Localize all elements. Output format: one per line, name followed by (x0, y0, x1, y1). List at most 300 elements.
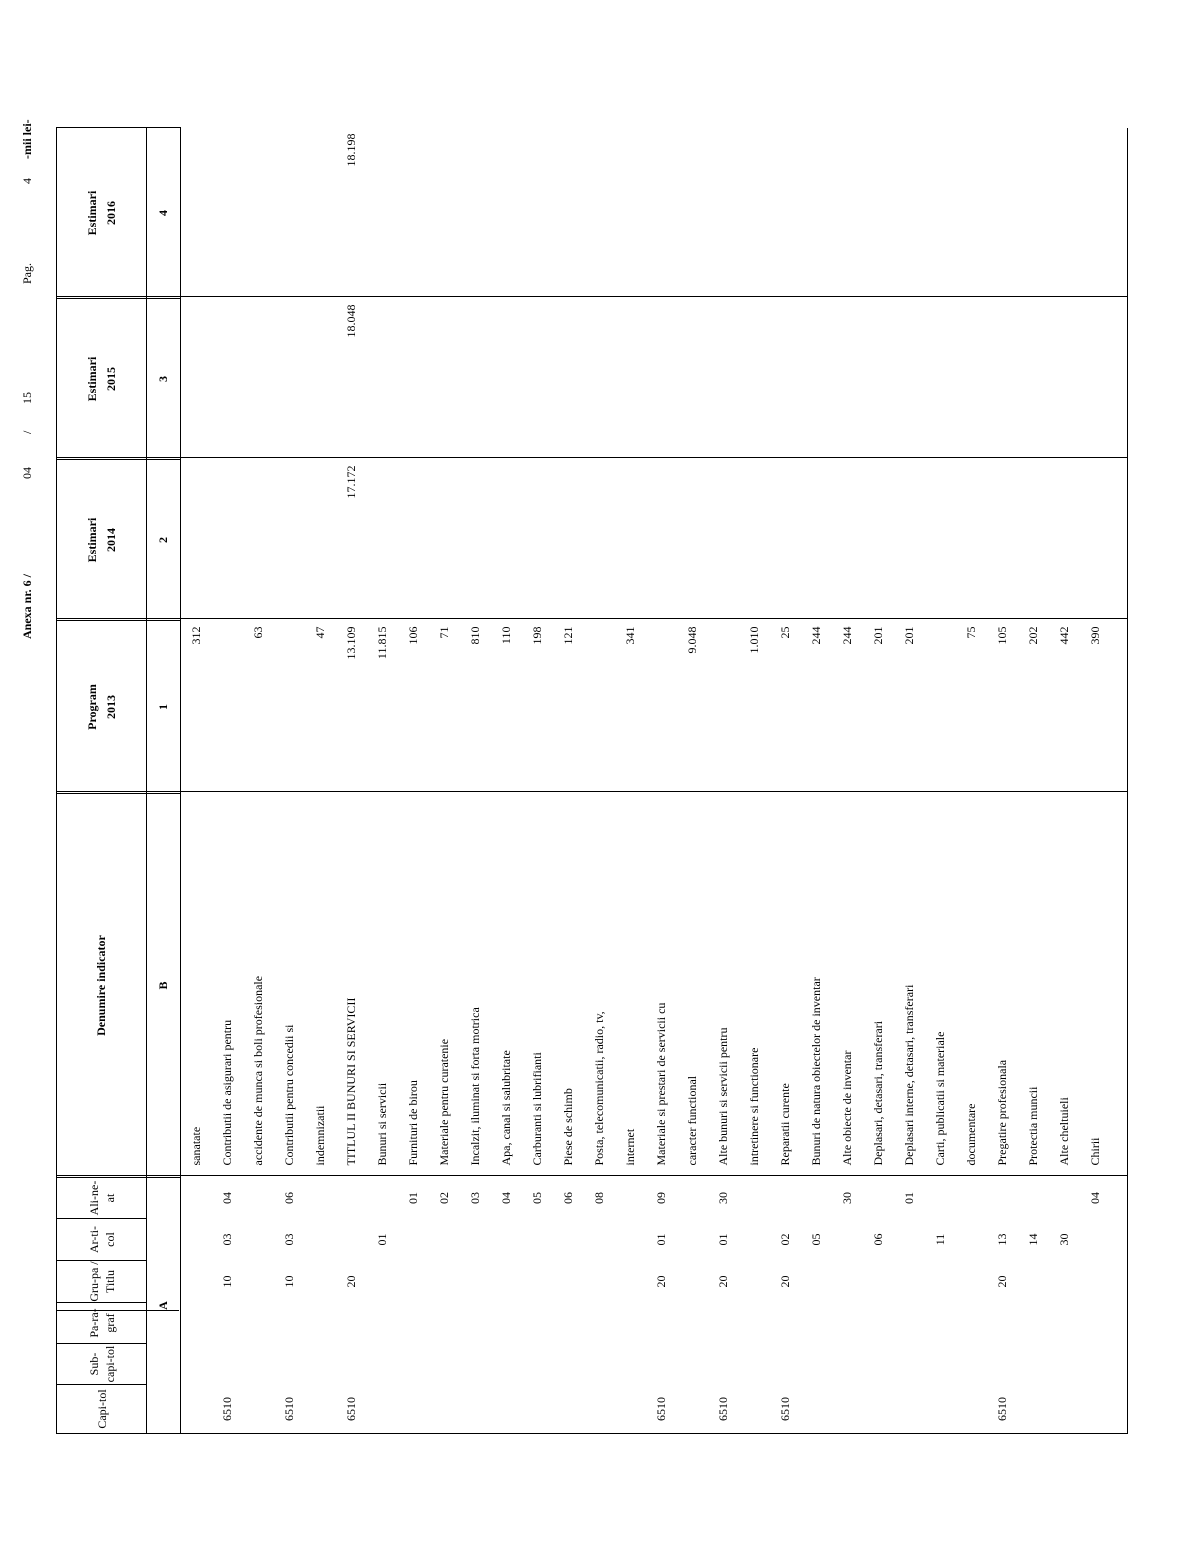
cell-program-2013: 63 (250, 626, 265, 639)
cell-program-2013: 201 (870, 626, 885, 645)
cell-subcapitol (863, 1344, 894, 1385)
header-estimari-2014 (57, 460, 147, 621)
cell-program-2013 (212, 621, 243, 794)
cell-denumire: Furnituri de birou (405, 1080, 420, 1166)
cell-estimari-2015 (1049, 299, 1080, 460)
cell-capitol (460, 1385, 491, 1434)
cell-program-2013: 810 (467, 626, 482, 645)
cell-estimari-2015 (832, 299, 863, 460)
cell-denumire: Carti, publicatii si materiale (932, 1031, 947, 1166)
cell-denumire: Alte obiecte de inventar (839, 1050, 854, 1166)
cell-articol: 03 (219, 1233, 234, 1246)
header-program-2013 (57, 621, 147, 794)
cell-paragraf (832, 1303, 863, 1344)
cell-estimari-2015 (739, 299, 770, 460)
annex-code-3: 15 (20, 392, 34, 404)
cell-alineat: 01 (901, 1192, 916, 1204)
cell-capitol (491, 1385, 522, 1434)
cell-program-2013: 106 (405, 626, 420, 645)
estimari-2015-year: 2015 (103, 367, 118, 391)
cell-capitol (429, 1385, 460, 1434)
cell-grupa (739, 1261, 770, 1303)
cell-paragraf (863, 1303, 894, 1344)
cell-program-2013: 442 (1056, 626, 1071, 645)
cell-subcapitol (956, 1344, 987, 1385)
cell-estimari-2015 (956, 299, 987, 460)
cell-estimari-2014 (770, 460, 801, 621)
cell-estimari-2015 (863, 299, 894, 460)
cell-alineat (739, 1178, 770, 1219)
cell-estimari-2015 (925, 299, 956, 460)
cell-estimari-2016 (1049, 128, 1080, 299)
cell-articol (615, 1219, 646, 1261)
cell-estimari-2014 (553, 460, 584, 621)
estimari-2015-label: Estimari (84, 356, 99, 402)
table-row (584, 128, 615, 1434)
program-label: Program (84, 684, 99, 730)
cell-grupa (801, 1261, 832, 1303)
column-divider-2-3 (56, 457, 1128, 458)
cell-program-2013: 9.048 (684, 626, 699, 654)
column-number-4: 4 (147, 128, 181, 299)
cell-denumire: Bunuri si servicii (374, 1082, 389, 1166)
cell-capitol (1018, 1385, 1049, 1434)
cell-denumire: Reparatii curente (777, 1083, 792, 1166)
cell-estimari-2016 (491, 128, 522, 299)
cell-capitol (863, 1385, 894, 1434)
table-row (832, 128, 863, 1434)
cell-alineat (1018, 1178, 1049, 1219)
column-number-1: 1 (147, 621, 181, 794)
cell-program-2013 (274, 621, 305, 794)
header-estimari-2015 (57, 299, 147, 460)
cell-paragraf (491, 1303, 522, 1344)
cell-grupa (429, 1261, 460, 1303)
cell-paragraf (181, 1303, 212, 1344)
cell-subcapitol (987, 1344, 1018, 1385)
cell-estimari-2016 (367, 128, 398, 299)
cell-estimari-2015 (801, 299, 832, 460)
cell-program-2013: 1.010 (746, 626, 761, 654)
cell-alineat (956, 1178, 987, 1219)
cell-program-2013 (646, 621, 677, 794)
cell-estimari-2015 (987, 299, 1018, 460)
cell-alineat (243, 1178, 274, 1219)
cell-capitol (305, 1385, 336, 1434)
unit-label: -mii lei- (20, 119, 34, 159)
cell-grupa: 20 (994, 1275, 1009, 1288)
page-number: 4 (20, 178, 34, 184)
cell-program-2013 (708, 621, 739, 794)
cell-estimari-2016 (801, 128, 832, 299)
cell-estimari-2016 (584, 128, 615, 299)
cell-program-2013: 244 (808, 626, 823, 645)
cell-denumire: Chirii (1087, 1137, 1102, 1166)
cell-grupa (367, 1261, 398, 1303)
cell-grupa (677, 1261, 708, 1303)
cell-articol: 30 (1056, 1233, 1071, 1246)
program-year: 2013 (103, 695, 118, 719)
cell-grupa (584, 1261, 615, 1303)
cell-articol: 01 (715, 1233, 730, 1246)
cell-estimari-2016 (894, 128, 925, 299)
cell-estimari-2016 (181, 128, 212, 299)
estimari-2014-year: 2014 (103, 528, 118, 552)
cell-capitol (832, 1385, 863, 1434)
table-row (1080, 128, 1111, 1434)
cell-denumire: intretinere si functionare (746, 1047, 761, 1166)
cell-estimari-2016 (739, 128, 770, 299)
cell-subcapitol (181, 1344, 212, 1385)
cell-estimari-2014 (1080, 460, 1111, 621)
table-row (305, 128, 336, 1434)
cell-estimari-2014 (987, 460, 1018, 621)
cell-paragraf (367, 1303, 398, 1344)
cell-articol (243, 1219, 274, 1261)
cell-capitol (584, 1385, 615, 1434)
cell-articol (553, 1219, 584, 1261)
cell-estimari-2014 (243, 460, 274, 621)
cell-estimari-2015 (429, 299, 460, 460)
cell-estimari-2014 (615, 460, 646, 621)
table-row (491, 128, 522, 1434)
cell-articol: 03 (281, 1233, 296, 1246)
cell-grupa (460, 1261, 491, 1303)
cell-denumire: Deplasari, detasari, transferari (870, 1020, 885, 1166)
cell-capitol: 6510 (653, 1397, 668, 1421)
cell-grupa: 20 (343, 1275, 358, 1288)
cell-paragraf (677, 1303, 708, 1344)
cell-estimari-2016 (429, 128, 460, 299)
cell-articol: 11 (932, 1233, 947, 1246)
cell-estimari-2016 (274, 128, 305, 299)
cell-denumire: sanatate (189, 1126, 203, 1166)
column-divider-b-1 (56, 791, 1128, 792)
table-row (553, 128, 584, 1434)
cell-estimari-2016 (1080, 128, 1111, 299)
header-subcapitol: Sub-capi-tol (57, 1344, 147, 1385)
table-row (1049, 128, 1080, 1434)
cell-estimari-2015 (553, 299, 584, 460)
table-row (677, 128, 708, 1434)
cell-estimari-2015 (181, 299, 212, 460)
cell-program-2013 (584, 621, 615, 794)
cell-paragraf (739, 1303, 770, 1344)
cell-subcapitol (553, 1344, 584, 1385)
cell-paragraf (553, 1303, 584, 1344)
table-row (894, 128, 925, 1434)
cell-estimari-2016 (832, 128, 863, 299)
header-divider-a-inner (56, 1310, 179, 1311)
cell-program-2013: 71 (436, 626, 451, 639)
cell-program-2013: 110 (498, 626, 513, 645)
cell-paragraf (1080, 1303, 1111, 1344)
cell-grupa (553, 1261, 584, 1303)
cell-articol: 05 (808, 1233, 823, 1246)
cell-estimari-2014 (522, 460, 553, 621)
table-row (181, 128, 212, 1434)
cell-estimari-2014 (367, 460, 398, 621)
cell-paragraf (708, 1303, 739, 1344)
cell-estimari-2014 (801, 460, 832, 621)
cell-estimari-2014 (1049, 460, 1080, 621)
cell-estimari-2016 (522, 128, 553, 299)
cell-program-2013: 244 (839, 626, 854, 645)
cell-grupa: 20 (653, 1275, 668, 1288)
cell-subcapitol (801, 1344, 832, 1385)
cell-articol (739, 1219, 770, 1261)
cell-alineat (770, 1178, 801, 1219)
cell-denumire: Materiale si prestari de servicii cu (653, 1002, 668, 1166)
cell-program-2013: 202 (1025, 626, 1040, 645)
cell-estimari-2015 (708, 299, 739, 460)
cell-subcapitol (739, 1344, 770, 1385)
cell-denumire: Deplasari interne, detasari, transferari (901, 984, 916, 1166)
cell-estimari-2015 (243, 299, 274, 460)
header-estimari-2016 (57, 128, 147, 299)
column-divider-3-4 (56, 296, 1128, 297)
cell-articol (832, 1219, 863, 1261)
column-number-2: 2 (147, 460, 181, 621)
cell-estimari-2016 (646, 128, 677, 299)
cell-paragraf (1018, 1303, 1049, 1344)
table-row (243, 128, 274, 1434)
header-articol: Ar-ti-col (57, 1219, 147, 1261)
cell-articol: 01 (374, 1233, 389, 1246)
cell-estimari-2015 (522, 299, 553, 460)
cell-estimari-2014 (925, 460, 956, 621)
estimari-2014-label: Estimari (84, 517, 99, 563)
cell-alineat (987, 1178, 1018, 1219)
cell-estimari-2016 (677, 128, 708, 299)
cell-capitol (925, 1385, 956, 1434)
cell-grupa (243, 1261, 274, 1303)
cell-capitol (677, 1385, 708, 1434)
cell-articol (491, 1219, 522, 1261)
cell-estimari-2015 (1080, 299, 1111, 460)
cell-articol: 01 (653, 1233, 668, 1246)
cell-subcapitol (398, 1344, 429, 1385)
cell-articol (584, 1219, 615, 1261)
cell-estimari-2014 (1018, 460, 1049, 621)
header-paragraf: Pa-ra-graf (57, 1303, 147, 1344)
cell-paragraf (305, 1303, 336, 1344)
cell-subcapitol (1049, 1344, 1080, 1385)
table-row (1018, 128, 1049, 1434)
cell-alineat (801, 1178, 832, 1219)
column-letter-b: B (147, 794, 181, 1178)
cell-articol: 06 (870, 1233, 885, 1246)
cell-estimari-2016 (460, 128, 491, 299)
cell-denumire: Alte cheltuieli (1056, 1097, 1071, 1166)
cell-program-2013 (925, 621, 956, 794)
table-row (987, 128, 1018, 1434)
table-row (615, 128, 646, 1434)
cell-subcapitol (677, 1344, 708, 1385)
table-row (212, 128, 243, 1434)
cell-capitol (739, 1385, 770, 1434)
cell-subcapitol (367, 1344, 398, 1385)
cell-estimari-2014: 17.172 (343, 465, 358, 499)
header-capitol: Capi-tol (57, 1385, 147, 1434)
header-alineat: Ali-ne-at (57, 1178, 147, 1219)
cell-denumire: Pregatire profesionala (994, 1059, 1009, 1166)
cell-estimari-2014 (429, 460, 460, 621)
table-bottom-border (1127, 128, 1128, 1434)
cell-program-2013: 25 (777, 626, 792, 639)
cell-paragraf (615, 1303, 646, 1344)
estimari-2016-year: 2016 (103, 201, 118, 225)
table-row (274, 128, 305, 1434)
table-row (956, 128, 987, 1434)
table-row (398, 128, 429, 1434)
table-row (708, 128, 739, 1434)
cell-estimari-2014 (863, 460, 894, 621)
cell-alineat: 04 (1087, 1192, 1102, 1204)
cell-denumire: Posta, telecomunicatii, radio, tv, (591, 1011, 606, 1166)
cell-alineat: 05 (529, 1192, 544, 1204)
cell-estimari-2015 (770, 299, 801, 460)
cell-capitol (956, 1385, 987, 1434)
cell-estimari-2016 (770, 128, 801, 299)
cell-grupa (1018, 1261, 1049, 1303)
cell-grupa (181, 1261, 212, 1303)
cell-grupa (615, 1261, 646, 1303)
cell-paragraf (925, 1303, 956, 1344)
cell-subcapitol (770, 1344, 801, 1385)
cell-estimari-2015 (274, 299, 305, 460)
cell-denumire: caracter functional (684, 1075, 699, 1166)
cell-paragraf (770, 1303, 801, 1344)
cell-articol (894, 1219, 925, 1261)
cell-grupa (863, 1261, 894, 1303)
cell-estimari-2016 (615, 128, 646, 299)
cell-subcapitol (429, 1344, 460, 1385)
cell-program-2013: 105 (994, 626, 1009, 645)
cell-subcapitol (894, 1344, 925, 1385)
cell-alineat: 06 (560, 1192, 575, 1204)
cell-grupa (1049, 1261, 1080, 1303)
cell-program-2013: 47 (312, 626, 327, 639)
cell-paragraf (894, 1303, 925, 1344)
cell-estimari-2014 (181, 460, 212, 621)
cell-subcapitol (584, 1344, 615, 1385)
cell-alineat: 08 (591, 1192, 606, 1204)
cell-estimari-2015 (615, 299, 646, 460)
cell-estimari-2015: 18.048 (343, 304, 358, 338)
cell-capitol (398, 1385, 429, 1434)
header-denumire: Denumire indicator (57, 794, 147, 1178)
table-row (336, 128, 367, 1434)
estimari-2016-label: Estimari (84, 190, 99, 236)
column-number-3: 3 (147, 299, 181, 460)
cell-estimari-2014 (832, 460, 863, 621)
cell-estimari-2015 (398, 299, 429, 460)
cell-alineat (677, 1178, 708, 1219)
cell-articol (1080, 1219, 1111, 1261)
cell-articol: 02 (777, 1233, 792, 1246)
cell-grupa (398, 1261, 429, 1303)
cell-articol (460, 1219, 491, 1261)
cell-estimari-2014 (894, 460, 925, 621)
cell-paragraf (956, 1303, 987, 1344)
header-grupa: Gru-pa / Titlu (57, 1261, 147, 1303)
table-row (429, 128, 460, 1434)
cell-alineat (863, 1178, 894, 1219)
cell-paragraf (212, 1303, 243, 1344)
cell-capitol: 6510 (777, 1397, 792, 1421)
annex-label-text: Anexa nr. (20, 589, 34, 639)
cell-grupa: 20 (715, 1275, 730, 1288)
cell-denumire: TITLUL II BUNURI SI SERVICII (343, 997, 358, 1166)
cell-paragraf (584, 1303, 615, 1344)
cell-estimari-2015 (646, 299, 677, 460)
cell-subcapitol (460, 1344, 491, 1385)
cell-capitol: 6510 (281, 1397, 296, 1421)
cell-alineat: 30 (839, 1192, 854, 1204)
cell-estimari-2015 (305, 299, 336, 460)
cell-subcapitol (615, 1344, 646, 1385)
table-row (367, 128, 398, 1434)
cell-program-2013: 11.815 (374, 626, 389, 660)
cell-program-2013: 75 (963, 626, 978, 639)
cell-program-2013: 198 (529, 626, 544, 645)
cell-estimari-2014 (646, 460, 677, 621)
cell-alineat (181, 1178, 212, 1219)
cell-alineat: 09 (653, 1192, 668, 1204)
cell-grupa: 10 (281, 1275, 296, 1288)
cell-subcapitol (646, 1344, 677, 1385)
cell-estimari-2014 (956, 460, 987, 621)
cell-alineat: 01 (405, 1192, 420, 1204)
cell-alineat (336, 1178, 367, 1219)
cell-subcapitol (1018, 1344, 1049, 1385)
cell-capitol (894, 1385, 925, 1434)
cell-denumire: Protectia muncii (1025, 1086, 1040, 1166)
cell-subcapitol (274, 1344, 305, 1385)
page-label: Pag. (20, 263, 34, 284)
cell-estimari-2015 (212, 299, 243, 460)
cell-estimari-2014 (584, 460, 615, 621)
cell-estimari-2016 (863, 128, 894, 299)
annex-code-2: 04 (20, 467, 34, 479)
cell-denumire: Piese de schimb (560, 1088, 575, 1166)
cell-grupa (1080, 1261, 1111, 1303)
cell-articol (305, 1219, 336, 1261)
cell-alineat: 02 (436, 1192, 451, 1204)
cell-alineat (1049, 1178, 1080, 1219)
cell-estimari-2015 (677, 299, 708, 460)
cell-denumire: documentare (963, 1103, 978, 1166)
cell-denumire: indemnizatii (312, 1105, 327, 1166)
cell-alineat (305, 1178, 336, 1219)
table-left-border (56, 1433, 1128, 1434)
cell-subcapitol (305, 1344, 336, 1385)
cell-paragraf (243, 1303, 274, 1344)
cell-denumire: Alte bunuri si servicii pentru (715, 1027, 730, 1166)
table-row (646, 128, 677, 1434)
cell-denumire: Apa, canal si salubritate (498, 1050, 513, 1166)
budget-table (56, 127, 1111, 1434)
cell-paragraf (274, 1303, 305, 1344)
cell-estimari-2016 (553, 128, 584, 299)
cell-program-2013: 390 (1087, 626, 1102, 645)
cell-capitol (1080, 1385, 1111, 1434)
cell-estimari-2015 (1018, 299, 1049, 460)
cell-denumire: Materiale pentru curatenie (436, 1038, 451, 1166)
cell-grupa (491, 1261, 522, 1303)
cell-program-2013: 121 (560, 626, 575, 645)
